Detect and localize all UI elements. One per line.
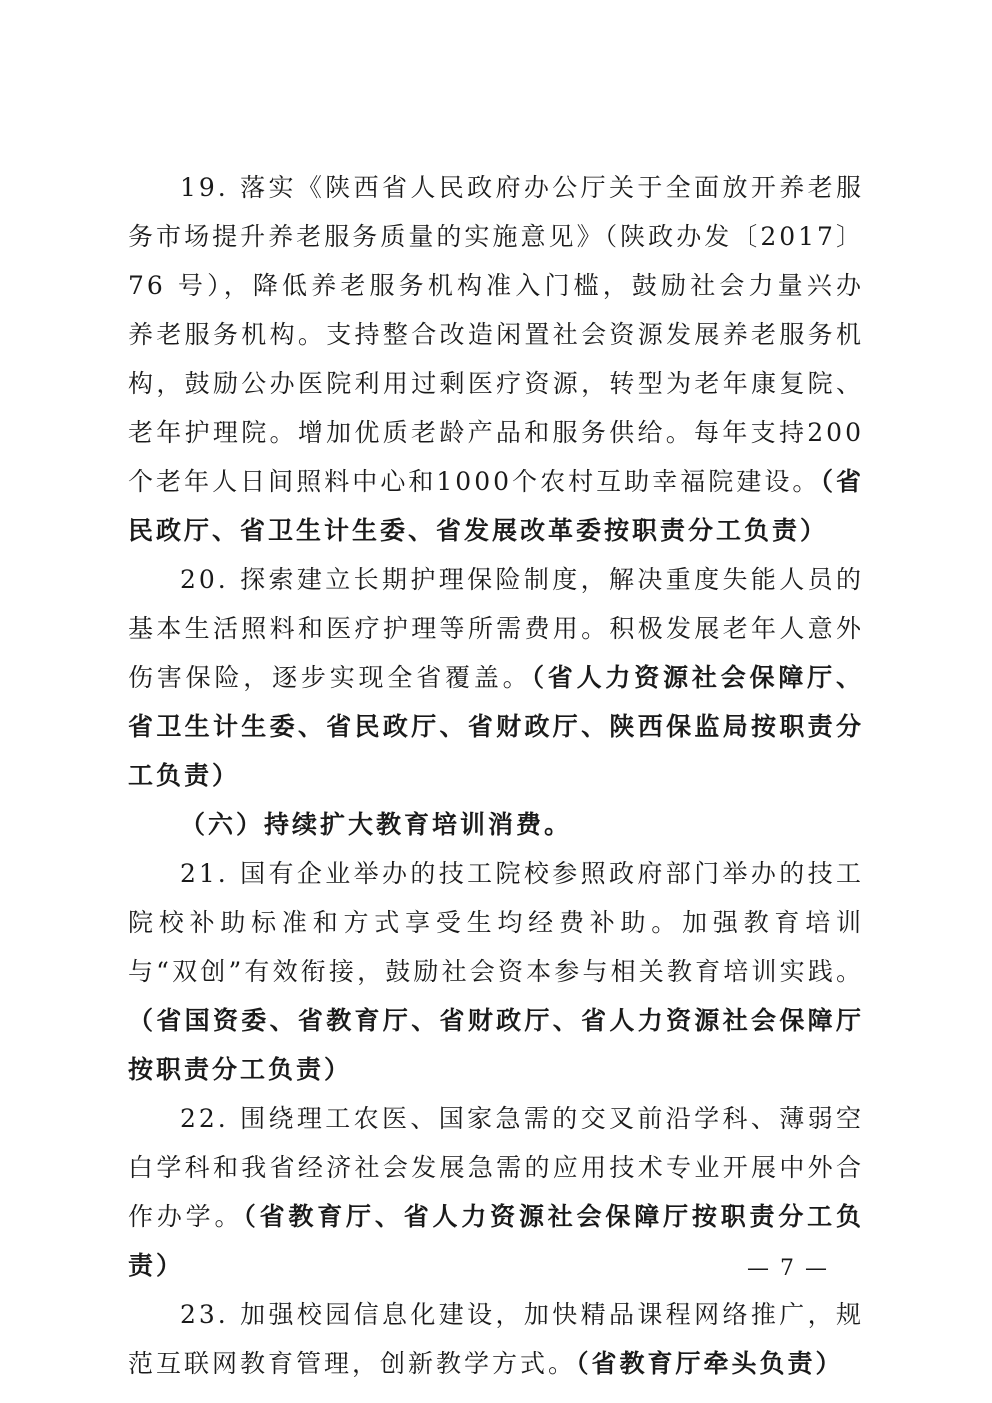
paragraph-19-text: 19. 落实《陕西省人民政府办公厅关于全面放开养老服务市场提升养老服务质量的实施意见》（陕政办发〔2017〕76 号），降低养老服务机构准入门槛，鼓励社会力量兴办养老服务机构。支持整合改造闲置社会资源发展养老服务机构，鼓励公办医院利用过剩医疗资源，转型为老年康复院、老年护理院。增加优质老龄产品和服务供给。每年支持200 个老年人日间照料中心和1000个农村互助幸福院建设。 bbox=[128, 173, 864, 496]
paragraph-23-text: 23. 加强校园信息化建设，加快精品课程网络推广，规范互联网教育管理，创新教学方式。 bbox=[128, 1300, 864, 1378]
paragraph-19 bbox=[128, 163, 864, 555]
paragraph-23-responsible: （省教育厅牵头负责） bbox=[576, 1349, 844, 1378]
page-number: — 7 — bbox=[747, 1256, 829, 1281]
paragraph-20-responsible: （省人力资源社会保障厅、省卫生计生委、省民政厅、省财政厅、陕西保监局按职责分工负责） bbox=[128, 663, 864, 790]
paragraph-19-responsible: （省民政厅、省卫生计生委、省发展改革委按职责分工负责） bbox=[128, 467, 864, 545]
document-body bbox=[128, 163, 864, 1388]
paragraph-23 bbox=[128, 1290, 864, 1388]
paragraph-22-text: 22. 围绕理工农医、国家急需的交叉前沿学科、薄弱空白学科和我省经济社会发展急需的应用技术专业开展中外合作办学。 bbox=[128, 1104, 864, 1231]
section-heading-6: （六）持续扩大教育培训消费。 bbox=[180, 810, 573, 839]
paragraph-21-responsible: （省国资委、省教育厅、省财政厅、省人力资源社会保障厅按职责分工负责） bbox=[128, 1006, 864, 1084]
paragraph-20-text: 20. 探索建立长期护理保险制度，解决重度失能人员的基本生活照料和医疗护理等所需费用。积极发展老年人意外伤害保险，逐步实现全省覆盖。 bbox=[128, 565, 864, 692]
paragraph-20 bbox=[128, 555, 864, 800]
paragraph-22-responsible: （省教育厅、省人力资源社会保障厅按职责分工负责） bbox=[128, 1202, 864, 1280]
paragraph-21-text: 21. 国有企业举办的技工院校参照政府部门举办的技工院校补助标准和方式享受生均经费补助。加强教育培训与“双创”有效衔接，鼓励社会资本参与相关教育培训实践。 bbox=[128, 859, 864, 986]
paragraph-21 bbox=[128, 849, 864, 1094]
